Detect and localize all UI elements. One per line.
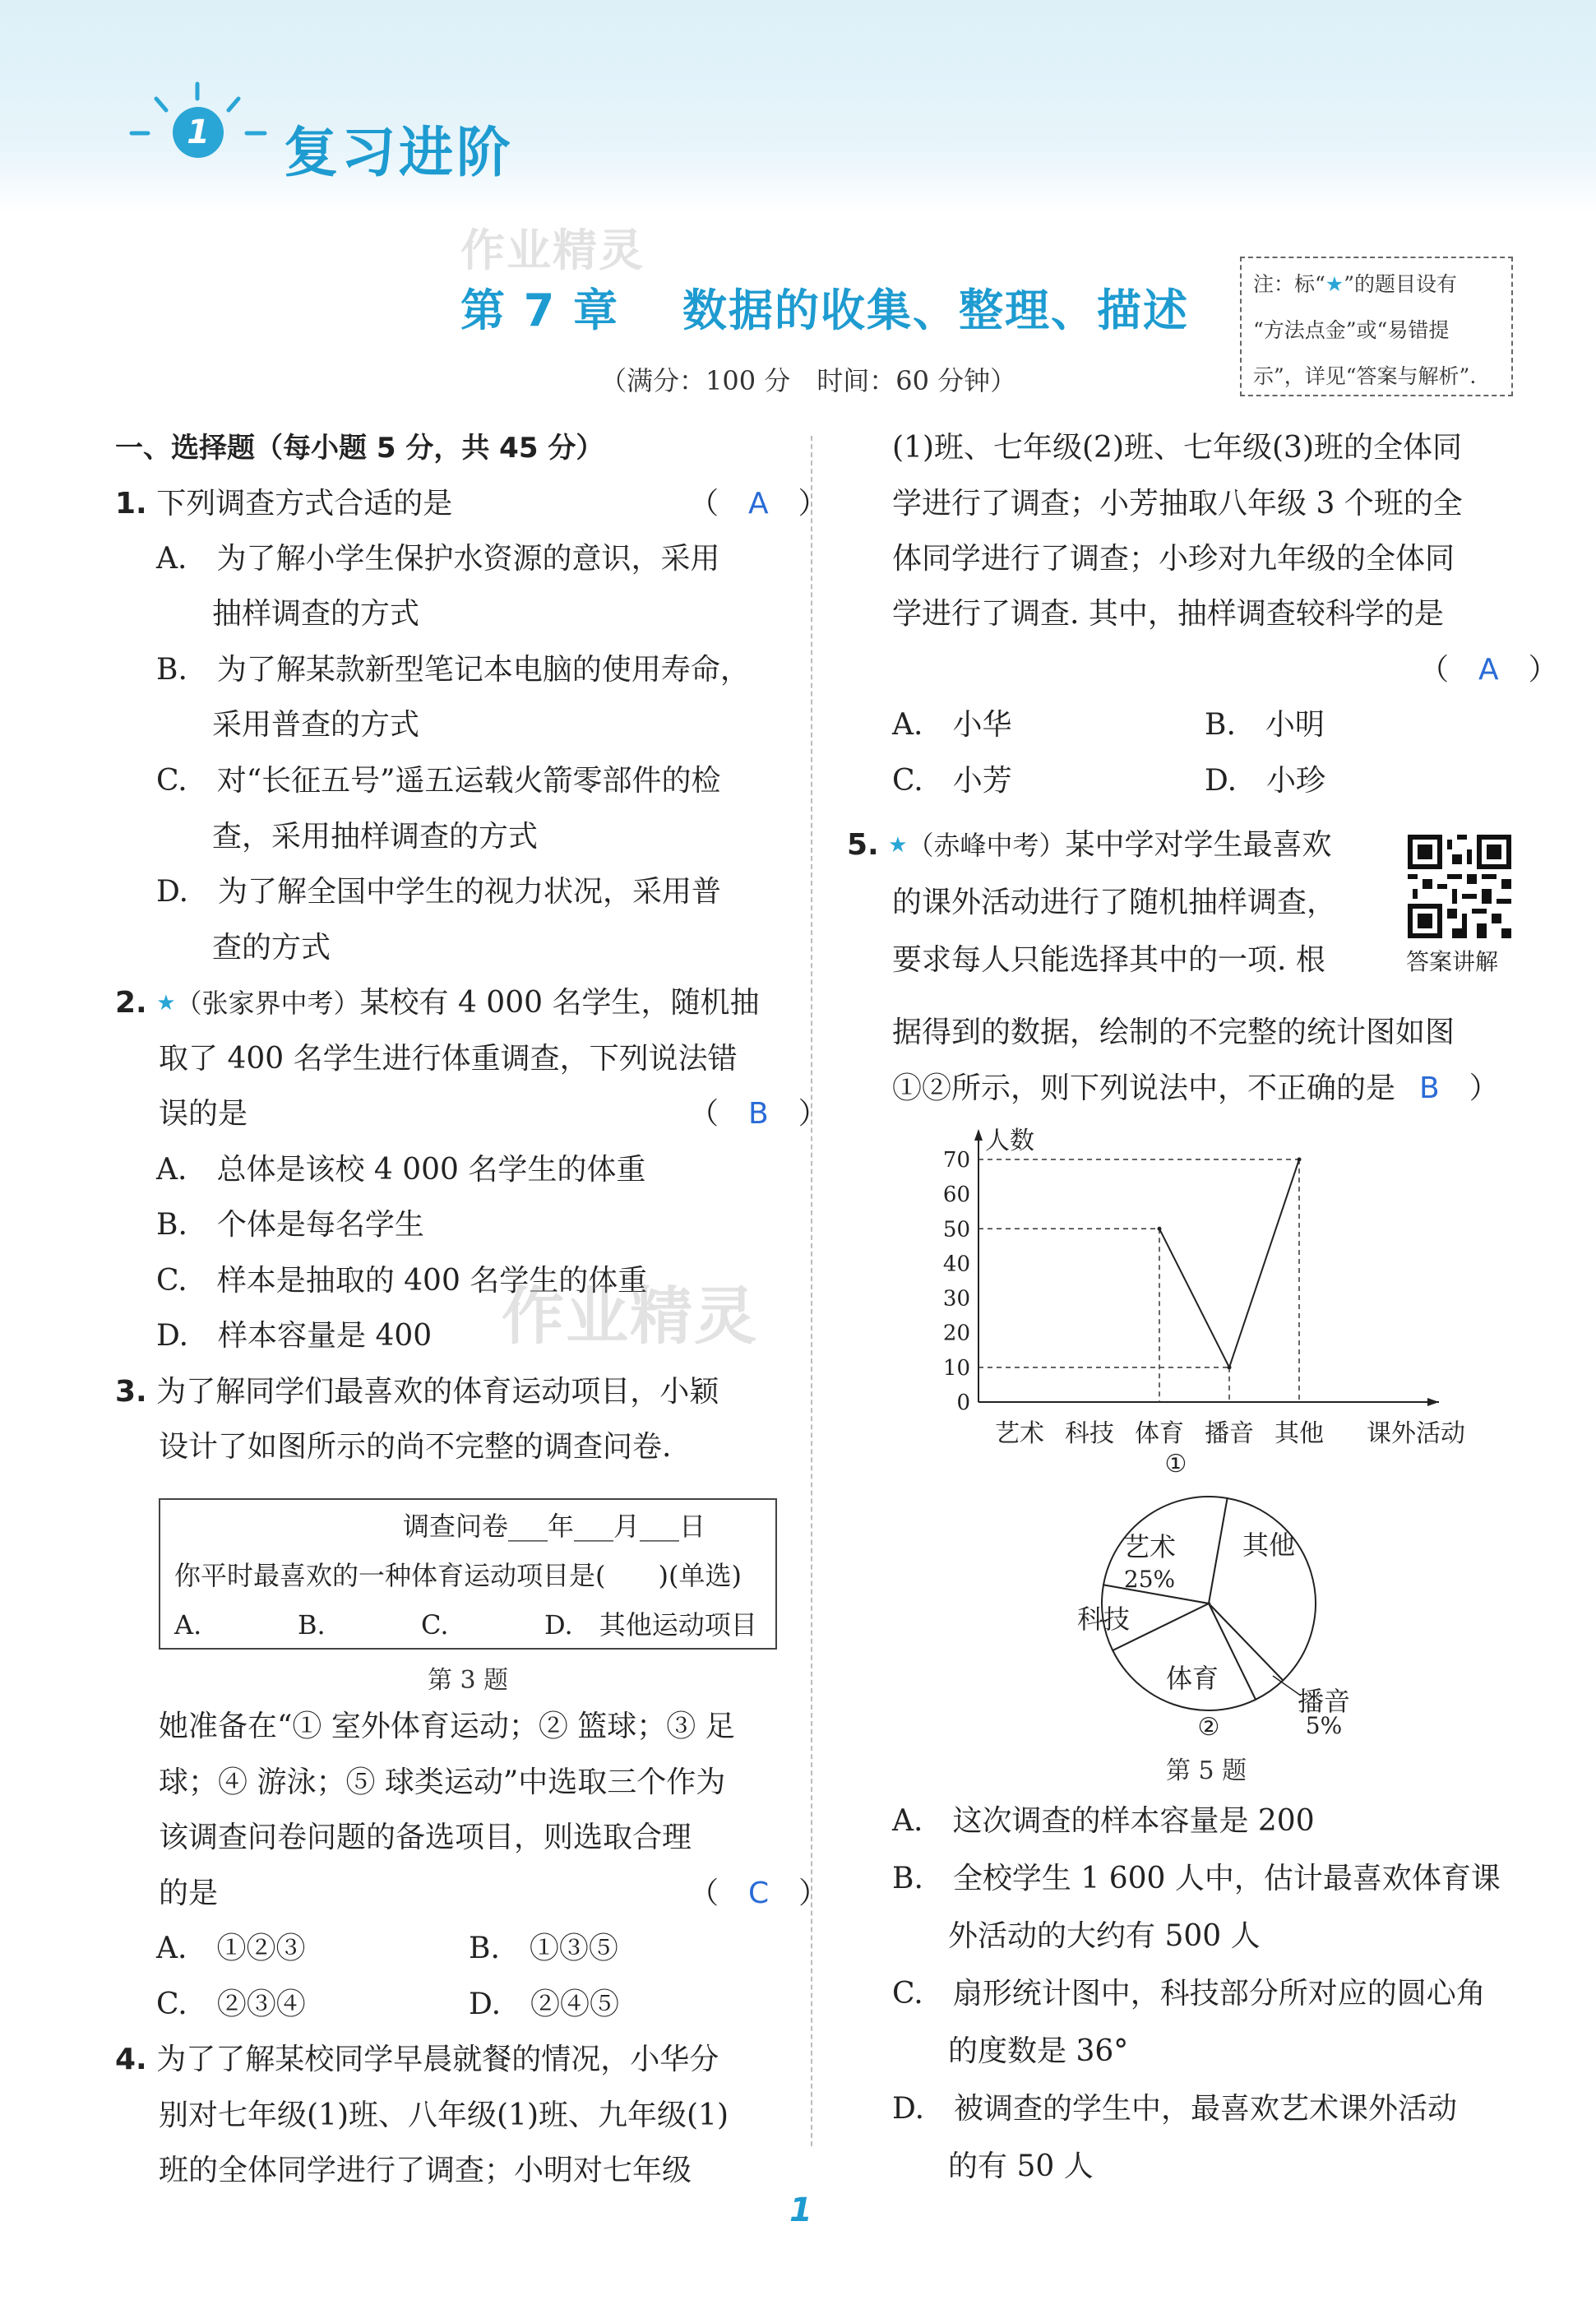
watermark-top: 作业精灵 — [460, 224, 645, 276]
chapter-title: 第 7 章 数据的收集、整理、描述 — [460, 285, 1189, 336]
page-number: 1 — [789, 2191, 812, 2229]
q4-stem-2: 别对七年级(1)班、八年级(1)班、九年级(1) — [159, 2099, 729, 2132]
q3-option-a: A. ①②③ — [156, 1932, 306, 1965]
survey-option-c: C. — [421, 1609, 449, 1641]
q5-option-d: D. 被调查的学生中，最喜欢艺术课外活动 — [892, 2092, 1458, 2126]
y-tick-label: 50 — [942, 1217, 970, 1243]
q4-stem-5: 学进行了调查；小芳抽取八年级 3 个班的全 — [892, 487, 1463, 521]
q5-option-d-cont: 的有 50 人 — [948, 2150, 1094, 2183]
q4-option-c: C. 小芳 — [892, 764, 1012, 798]
q4-stem-6: 体同学进行了调查；小珍对九年级的全体同 — [892, 542, 1455, 576]
q1-option-c: C. 对“长征五号”遥五运载火箭零部件的检 — [156, 764, 721, 798]
star-icon: ★ — [1325, 272, 1344, 296]
q1-answer: （ A ） — [689, 487, 828, 521]
q1-stem: 1. 下列调查方式合适的是 — [115, 487, 453, 521]
x-tick-label: 体育 — [1135, 1419, 1184, 1448]
data-point — [1298, 1158, 1302, 1162]
survey-option-b: B. — [298, 1609, 326, 1641]
survey-header: 调查问卷___年___月___日 — [403, 1511, 706, 1542]
q3-stem-2: 设计了如图所示的尚不完整的调查问卷. — [159, 1430, 672, 1464]
q3-stem: 3. 为了解同学们最喜欢的体育运动项目，小颖 — [115, 1375, 719, 1409]
q3-body-4: 的是 — [159, 1877, 219, 1910]
x-tick-label: 艺术 — [995, 1419, 1044, 1448]
q5-option-c: C. 扇形统计图中，科技部分所对应的圆心角 — [892, 1977, 1486, 2011]
q1-option-d: D. 为了解全国中学生的视力状况，采用普 — [156, 875, 722, 909]
pie-pct-art: 25% — [1123, 1566, 1176, 1593]
x-axis-arrow — [1427, 1398, 1439, 1406]
x-tick-label: 科技 — [1065, 1419, 1114, 1448]
q1-option-b-cont: 采用普查的方式 — [212, 708, 420, 742]
banner-title: 复习进阶 — [284, 121, 514, 184]
section-title: 一、选择题（每小题 5 分，共 45 分） — [115, 432, 604, 465]
pie-label-sports: 体育 — [1165, 1663, 1219, 1694]
q3-caption: 第 3 题 — [428, 1666, 509, 1695]
q2-option-d: D. 样本容量是 400 — [156, 1319, 433, 1353]
y-tick-label: 30 — [942, 1286, 970, 1312]
data-point — [1228, 1365, 1232, 1369]
x-tick-label: 其他 — [1274, 1419, 1324, 1448]
q5-option-a: A. 这次调查的样本容量是 200 — [892, 1804, 1315, 1838]
chart2-label: ② — [1197, 1713, 1220, 1742]
q4-stem-3: 班的全体同学进行了调查；小明对七年级 — [159, 2154, 692, 2187]
q2-stem-2: 取了 400 名学生进行体重调查，下列说法错 — [159, 1042, 738, 1076]
q5-answer: B ） — [1419, 1071, 1499, 1105]
q2-option-c: C. 样本是抽取的 400 名学生的体重 — [156, 1264, 648, 1298]
pie-pct-broadcast: 5% — [1305, 1712, 1343, 1739]
q4-option-a: A. 小华 — [892, 708, 1012, 742]
q1-option-c-cont: 查，采用抽样调查的方式 — [212, 820, 539, 854]
qr-code-icon[interactable] — [1408, 835, 1511, 938]
q2-option-a: A. 总体是该校 4 000 名学生的体重 — [156, 1153, 646, 1187]
q2-stem: 2. ★（张家界中考）某校有 4 000 名学生，随机抽 — [115, 986, 760, 1020]
q3-body-1: 她准备在“① 室外体育运动；② 篮球；③ 足 — [159, 1710, 735, 1743]
qr-label: 答案讲解 — [1406, 948, 1499, 975]
q2-answer: （ B ） — [689, 1097, 828, 1131]
y-tick-label: 70 — [942, 1148, 970, 1173]
q5-stem-5: ①②所示，则下列说法中，不正确的是 — [892, 1071, 1396, 1105]
chapter-subtitle: （满分：100 分 时间：60 分钟） — [600, 365, 1017, 396]
note-box — [1240, 257, 1513, 396]
y-axis-label: 人数 — [985, 1127, 1034, 1155]
q5-stem-4: 据得到的数据，绘制的不完整的统计图如图 — [892, 1016, 1455, 1049]
note-line3: 示”，详见“答案与解析”. — [1253, 364, 1477, 388]
x-tick-label: 播音 — [1205, 1419, 1254, 1448]
y-tick-label: 60 — [942, 1182, 970, 1208]
line-chart — [913, 1118, 1505, 1479]
watermark-middle: 作业精灵 — [502, 1280, 758, 1353]
q1-option-d-cont: 查的方式 — [212, 931, 331, 965]
chapter-badge: 1 — [173, 107, 224, 158]
q5-stem-3: 要求每人只能选择其中的一项. 根 — [892, 943, 1325, 977]
pie-label-art: 艺术 — [1122, 1531, 1177, 1562]
q5-caption: 第 5 题 — [1166, 1756, 1247, 1785]
q3-option-b: B. ①③⑤ — [469, 1932, 618, 1965]
q4-option-b: B. 小明 — [1205, 708, 1325, 742]
q1-option-a: A. 为了解小学生保护水资源的意识，采用 — [156, 542, 720, 576]
y-axis-arrow — [974, 1129, 983, 1141]
note-line1: 注：标“ — [1253, 272, 1325, 296]
q4-answer: （ A ） — [1419, 653, 1558, 687]
q4-stem: 4. 为了了解某校同学早晨就餐的情况，小华分 — [115, 2043, 719, 2076]
data-point — [1158, 1227, 1162, 1231]
survey-question: 你平时最喜欢的一种体育运动项目是( )(单选) — [174, 1560, 742, 1591]
y-tick-label: 10 — [942, 1355, 970, 1381]
pie-chart — [1052, 1472, 1398, 1742]
q3-answer: （ C ） — [689, 1877, 829, 1910]
q2-option-b: B. 个体是每名学生 — [156, 1208, 424, 1242]
pie-label-broadcast: 播音 — [1297, 1686, 1351, 1717]
y-tick-label: 40 — [942, 1252, 970, 1277]
q2-stem-3: 误的是 — [159, 1097, 248, 1131]
pie-label-tech: 科技 — [1076, 1604, 1131, 1635]
chart1-label: ① — [1164, 1450, 1187, 1479]
survey-option-a: A. — [174, 1609, 202, 1641]
q3-option-c: C. ②③④ — [156, 1988, 306, 2021]
q4-stem-4: (1)班、七年级(2)班、七年级(3)班的全体同 — [892, 431, 1462, 465]
q4-stem-7: 学进行了调查. 其中，抽样调查较科学的是 — [892, 597, 1444, 631]
y-tick-label: 20 — [942, 1321, 970, 1346]
q4-option-d: D. 小珍 — [1205, 764, 1326, 798]
q5-stem-2: 的课外活动进行了随机抽样调查， — [892, 886, 1337, 919]
q5-option-c-cont: 的度数是 36° — [948, 2034, 1129, 2068]
note-line2: “方法点金”或“易错提 — [1253, 318, 1450, 342]
series-line — [1159, 1159, 1299, 1368]
q5-option-b-cont: 外活动的大约有 500 人 — [948, 1919, 1261, 1953]
q5-stem: 5. ★（赤峰中考）某中学对学生最喜欢 — [847, 828, 1332, 862]
q3-body-3: 该调查问卷问题的备选项目，则选取合理 — [159, 1821, 692, 1854]
q3-body-2: 球；④ 游泳；⑤ 球类运动”中选取三个作为 — [159, 1765, 726, 1799]
q1-option-a-cont: 抽样调查的方式 — [212, 597, 420, 631]
q5-option-b: B. 全校学生 1 600 人中，估计最喜欢体育课 — [892, 1862, 1501, 1895]
q3-option-d: D. ②④⑤ — [469, 1988, 620, 2021]
note-line1-end: ”的题目设有 — [1344, 272, 1457, 296]
x-axis-label: 课外活动 — [1367, 1419, 1465, 1448]
survey-option-d: D. 其他运动项目 — [544, 1609, 757, 1641]
q1-option-b: B. 为了解某款新型笔记本电脑的使用寿命， — [156, 653, 750, 687]
y-tick-label: 0 — [956, 1391, 970, 1415]
pie-label-other: 其他 — [1242, 1529, 1296, 1561]
